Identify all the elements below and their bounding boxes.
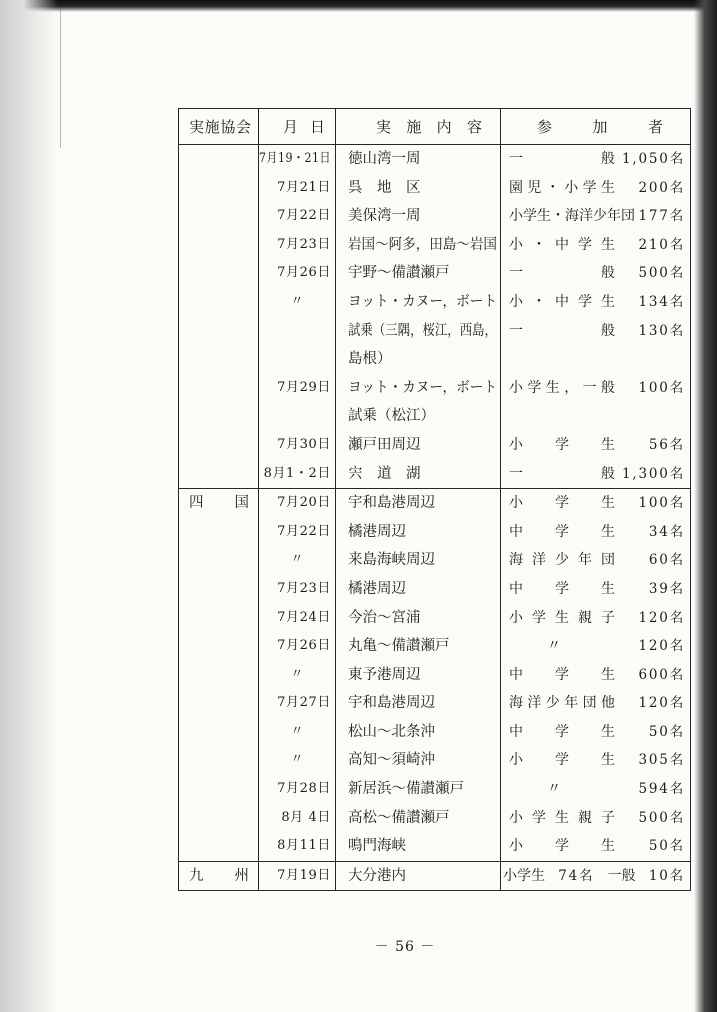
content-text: ヨット・カヌー，ボート — [348, 379, 497, 396]
content-cell — [336, 202, 501, 231]
header-association — [179, 109, 259, 145]
content-line — [336, 231, 500, 260]
content-cell — [336, 145, 501, 174]
participant-group: 小学生親子 — [509, 809, 615, 826]
participants-line — [501, 718, 690, 747]
content-cell — [336, 804, 501, 833]
participants-line — [501, 202, 690, 231]
content-line — [336, 661, 500, 690]
participants-line — [501, 259, 690, 288]
participant-count: 50名 — [648, 838, 685, 855]
content-text: 丸亀～備讃瀬戸 — [348, 638, 450, 655]
participants-cell — [501, 746, 691, 775]
participants-cell — [501, 460, 691, 489]
content-line — [336, 374, 500, 403]
content-cell — [336, 632, 501, 661]
content-line — [336, 259, 500, 288]
content-cell — [336, 832, 501, 861]
participants-line — [501, 460, 690, 489]
date-cell — [259, 575, 336, 604]
participant-count: 594名 — [638, 781, 685, 798]
date-cell — [259, 374, 336, 431]
participants-cell — [501, 632, 691, 661]
date-cell — [259, 202, 336, 231]
participant-count: 60名 — [648, 552, 685, 569]
date-cell — [259, 288, 336, 374]
participant-count: 39名 — [648, 580, 685, 597]
participant-count: 100名 — [638, 495, 685, 512]
content-text: 島根） — [348, 351, 392, 368]
date-cell — [259, 689, 336, 718]
participants-cell — [501, 775, 691, 804]
date-line — [259, 689, 335, 718]
date-line — [259, 518, 335, 547]
participants-line — [501, 145, 690, 174]
participant-count: 100名 — [638, 379, 685, 396]
participant-group: 中学生 — [509, 666, 615, 683]
date-value: 7月28日 — [277, 781, 331, 797]
date-cell — [259, 518, 336, 547]
date-value: 7月19日 — [277, 867, 331, 883]
participants-cell — [501, 575, 691, 604]
association-label: 九州 — [189, 867, 249, 884]
date-value: 7月20日 — [277, 495, 331, 511]
content-line — [336, 632, 500, 661]
date-value: 8月 4日 — [281, 809, 331, 825]
participant-count: 134名 — [638, 293, 685, 310]
content-line — [336, 202, 500, 231]
participant-count: 10名 — [648, 867, 685, 884]
participant-group: 一般 — [607, 867, 636, 884]
content-line — [336, 145, 500, 174]
participants-line — [501, 231, 690, 260]
association-line — [179, 862, 258, 891]
participants-line — [501, 575, 690, 604]
content-text: 瀬戸田周辺 — [348, 436, 421, 453]
content-cell — [336, 718, 501, 747]
date-line — [259, 718, 335, 747]
content-cell — [336, 575, 501, 604]
participants-line — [501, 832, 690, 861]
date-value: 7月30日 — [277, 436, 331, 452]
participants-cell — [501, 832, 691, 861]
date-line — [259, 489, 335, 518]
content-text: 今治～宮浦 — [348, 609, 421, 626]
date-line — [259, 604, 335, 633]
content-cell — [336, 546, 501, 575]
participants-line — [501, 746, 690, 775]
content-text: 大分港内 — [348, 867, 406, 884]
participant-group: 小・中学生 — [509, 293, 615, 310]
content-text: 宍 道 湖 — [348, 465, 421, 482]
participant-count: 34名 — [648, 523, 685, 540]
date-line — [259, 546, 335, 575]
date-cell — [259, 460, 336, 489]
participant-group: 小学生 — [503, 867, 545, 884]
participants-cell — [501, 489, 691, 518]
content-text: 来島海峡周辺 — [348, 552, 435, 569]
participants-line — [501, 317, 690, 346]
participant-group: 小学生，一般 — [509, 379, 615, 396]
ditto-mark: 〃 — [547, 781, 561, 798]
date-line — [259, 575, 335, 604]
participant-count: 120名 — [638, 609, 685, 626]
date-cell — [259, 231, 336, 260]
table-body — [179, 145, 691, 891]
date-value: 7月23日 — [277, 236, 331, 252]
participants-line — [501, 431, 690, 460]
date-line — [259, 862, 335, 891]
header-date-label: 月日 — [283, 118, 325, 136]
content-cell — [336, 775, 501, 804]
participants-line — [501, 546, 690, 575]
participant-group: 一般 — [509, 151, 615, 167]
participant-group: 小学生 — [509, 752, 615, 769]
content-cell — [336, 460, 501, 489]
participant-count: 600名 — [638, 666, 685, 683]
content-line — [336, 604, 500, 633]
content-text: 東予港周辺 — [348, 666, 421, 683]
date-value: 7月23日 — [277, 580, 331, 596]
content-text: 橘港周辺 — [348, 523, 406, 540]
association-cell — [179, 861, 259, 891]
participant-group: 中学生 — [509, 723, 615, 740]
content-text: 松山～北条沖 — [348, 723, 435, 740]
content-line — [336, 546, 500, 575]
content-text: 宇和島港周辺 — [348, 495, 435, 512]
content-line — [336, 317, 500, 346]
participants-line — [501, 604, 690, 633]
date-cell — [259, 661, 336, 690]
content-text: 試乗（三隅，桜江，西島， — [348, 322, 497, 339]
content-text: 鳴門海峡 — [348, 838, 406, 855]
participant-count: 177名 — [638, 208, 685, 225]
participants-cell — [501, 604, 691, 633]
participants-cell — [501, 374, 691, 431]
participant-group: 小学生親子 — [509, 609, 615, 626]
content-cell — [336, 489, 501, 518]
content-line — [336, 718, 500, 747]
date-line — [259, 661, 335, 690]
date-line — [259, 832, 335, 861]
participant-count: 500名 — [638, 809, 685, 826]
content-line — [336, 518, 500, 547]
date-cell — [259, 775, 336, 804]
date-value: 7月22日 — [277, 208, 331, 224]
scan-edge-left — [0, 0, 58, 1012]
participants-cell — [501, 202, 691, 231]
header-date — [259, 109, 336, 145]
participant-group: 小・中学生 — [509, 236, 615, 253]
date-cell — [259, 718, 336, 747]
participants-cell — [501, 174, 691, 203]
content-text: 高松～備讃瀬戸 — [348, 809, 450, 826]
participant-count: 200名 — [638, 179, 685, 196]
date-value: 7月27日 — [277, 695, 331, 711]
participant-group: 中学生 — [509, 580, 615, 597]
participants-line — [501, 775, 690, 804]
date-line — [259, 431, 335, 460]
date-value: 7月29日 — [277, 379, 331, 395]
content-cell — [336, 231, 501, 260]
date-cell — [259, 832, 336, 861]
participant-count: 130名 — [638, 322, 685, 339]
content-line — [336, 746, 500, 775]
participant-count: 210名 — [638, 236, 685, 253]
date-line — [259, 259, 335, 288]
scan-streak — [60, 8, 61, 148]
date-value: 7月22日 — [277, 523, 331, 539]
ditto-mark: 〃 — [290, 752, 304, 768]
date-cell — [259, 861, 336, 891]
participants-line — [501, 804, 690, 833]
content-cell — [336, 431, 501, 460]
participant-group: 小学生 — [509, 495, 615, 512]
participants-cell — [501, 546, 691, 575]
participants-line — [501, 689, 690, 718]
participant-group: 小学生 — [509, 838, 615, 855]
participants-line — [501, 862, 690, 891]
content-cell — [336, 861, 501, 891]
participant-group: 一般 — [509, 322, 615, 339]
participants-line — [501, 288, 690, 317]
participant-count: 1,050名 — [622, 151, 685, 167]
association-line — [179, 489, 258, 518]
date-value: 8月1・2日 — [263, 465, 331, 481]
participants-cell — [501, 231, 691, 260]
date-line — [259, 145, 335, 174]
participant-count: 74名 — [558, 867, 595, 884]
date-cell — [259, 431, 336, 460]
content-text: 宇野～備讃瀬戸 — [348, 265, 450, 282]
participants-cell — [501, 804, 691, 833]
ditto-mark: 〃 — [547, 638, 561, 655]
ditto-mark: 〃 — [290, 293, 304, 309]
association-cell — [179, 145, 259, 489]
content-cell — [336, 374, 501, 431]
content-line — [336, 489, 500, 518]
participants-cell — [501, 431, 691, 460]
date-value: 7月24日 — [277, 609, 331, 625]
participant-group: 一般 — [509, 465, 615, 482]
content-text: ヨット・カヌー，ボート — [348, 293, 497, 310]
participant-group: 海洋少年団他 — [509, 695, 615, 712]
participant-count: 50名 — [648, 723, 685, 740]
content-text: 橘港周辺 — [348, 580, 406, 597]
participants-line — [501, 632, 690, 661]
date-line — [259, 374, 335, 403]
content-text: 新居浜～備讃瀬戸 — [348, 781, 464, 798]
content-text: 宇和島港周辺 — [348, 695, 435, 712]
participants-line — [501, 174, 690, 203]
content-cell — [336, 518, 501, 547]
date-value: 7月26日 — [277, 638, 331, 654]
content-line — [336, 288, 500, 317]
participants-cell — [501, 718, 691, 747]
content-text: 徳山湾一周 — [348, 151, 421, 167]
content-text: 美保湾一周 — [348, 208, 421, 225]
date-cell — [259, 174, 336, 203]
participants-line — [501, 661, 690, 690]
content-cell — [336, 259, 501, 288]
date-line — [259, 231, 335, 260]
table-row — [179, 145, 691, 174]
participant-count: 120名 — [638, 695, 685, 712]
date-value: 8月11日 — [277, 838, 331, 854]
date-cell — [259, 632, 336, 661]
association-label: 四国 — [189, 495, 249, 512]
date-cell — [259, 259, 336, 288]
content-line — [336, 575, 500, 604]
participant-count: 120名 — [638, 638, 685, 655]
date-cell — [259, 489, 336, 518]
scan-edge-right — [694, 0, 717, 1012]
content-cell — [336, 174, 501, 203]
content-cell — [336, 746, 501, 775]
date-line — [259, 174, 335, 203]
participants-cell — [501, 145, 691, 174]
table-row — [179, 861, 691, 891]
participant-group: 園児・小学生 — [509, 179, 615, 196]
page-number: － 56 － — [374, 939, 436, 955]
participants-cell — [501, 861, 691, 891]
ditto-mark: 〃 — [290, 666, 304, 682]
participants-line — [501, 374, 690, 403]
scan-edge-top — [0, 0, 717, 12]
content-line — [336, 775, 500, 804]
header-participants — [501, 109, 691, 145]
content-line — [336, 345, 500, 374]
date-line — [259, 288, 335, 317]
date-value: 7月21日 — [277, 179, 331, 195]
date-cell — [259, 145, 336, 174]
participant-group: 海洋少年団 — [509, 552, 615, 569]
date-value: 7月26日 — [277, 265, 331, 281]
content-text: 呉 地 区 — [348, 179, 421, 196]
content-line — [336, 460, 500, 489]
date-cell — [259, 546, 336, 575]
ditto-mark: 〃 — [290, 723, 304, 739]
content-line — [336, 832, 500, 861]
header-association-label: 実施協会 — [189, 118, 251, 136]
date-line — [259, 460, 335, 489]
participants-line — [501, 489, 690, 518]
date-line — [259, 202, 335, 231]
events-table — [178, 108, 691, 891]
date-line — [259, 632, 335, 661]
ditto-mark: 〃 — [290, 552, 304, 568]
content-line — [336, 402, 500, 431]
header-participants-label: 参加者 — [537, 118, 663, 136]
header-content-label: 実施内容 — [376, 118, 482, 136]
content-line — [336, 689, 500, 718]
content-text: 岩国～阿多，田島～岩国 — [348, 236, 497, 253]
participants-cell — [501, 689, 691, 718]
content-text: 高知～須崎沖 — [348, 752, 435, 769]
content-line — [336, 804, 500, 833]
participant-count: 500名 — [638, 265, 685, 282]
participant-group: 小学生 — [509, 436, 615, 453]
date-cell — [259, 746, 336, 775]
participants-cell — [501, 288, 691, 374]
participant-group: 小学生・海洋少年団 — [509, 208, 635, 225]
content-cell — [336, 689, 501, 718]
participants-cell — [501, 259, 691, 288]
content-text: 試乗（松江） — [348, 408, 435, 425]
date-value: 7月19・21日 — [259, 151, 332, 166]
participant-group: 中学生 — [509, 523, 615, 540]
content-cell — [336, 661, 501, 690]
participant-count: 56名 — [648, 436, 685, 453]
content-cell — [336, 604, 501, 633]
participant-count: 1,300名 — [622, 465, 685, 482]
date-line — [259, 746, 335, 775]
participants-cell — [501, 661, 691, 690]
association-cell — [179, 489, 259, 862]
table-row — [179, 489, 691, 518]
content-line — [336, 862, 500, 891]
content-line — [336, 174, 500, 203]
header-row — [179, 109, 691, 145]
participants-line — [501, 518, 690, 547]
participants-cell — [501, 518, 691, 547]
date-cell — [259, 804, 336, 833]
association-line — [179, 145, 258, 174]
content-cell — [336, 288, 501, 374]
date-cell — [259, 604, 336, 633]
date-line — [259, 775, 335, 804]
header-content — [336, 109, 501, 145]
participant-group: 一般 — [509, 265, 615, 282]
date-line — [259, 804, 335, 833]
content-line — [336, 431, 500, 460]
participant-count: 305名 — [638, 752, 685, 769]
